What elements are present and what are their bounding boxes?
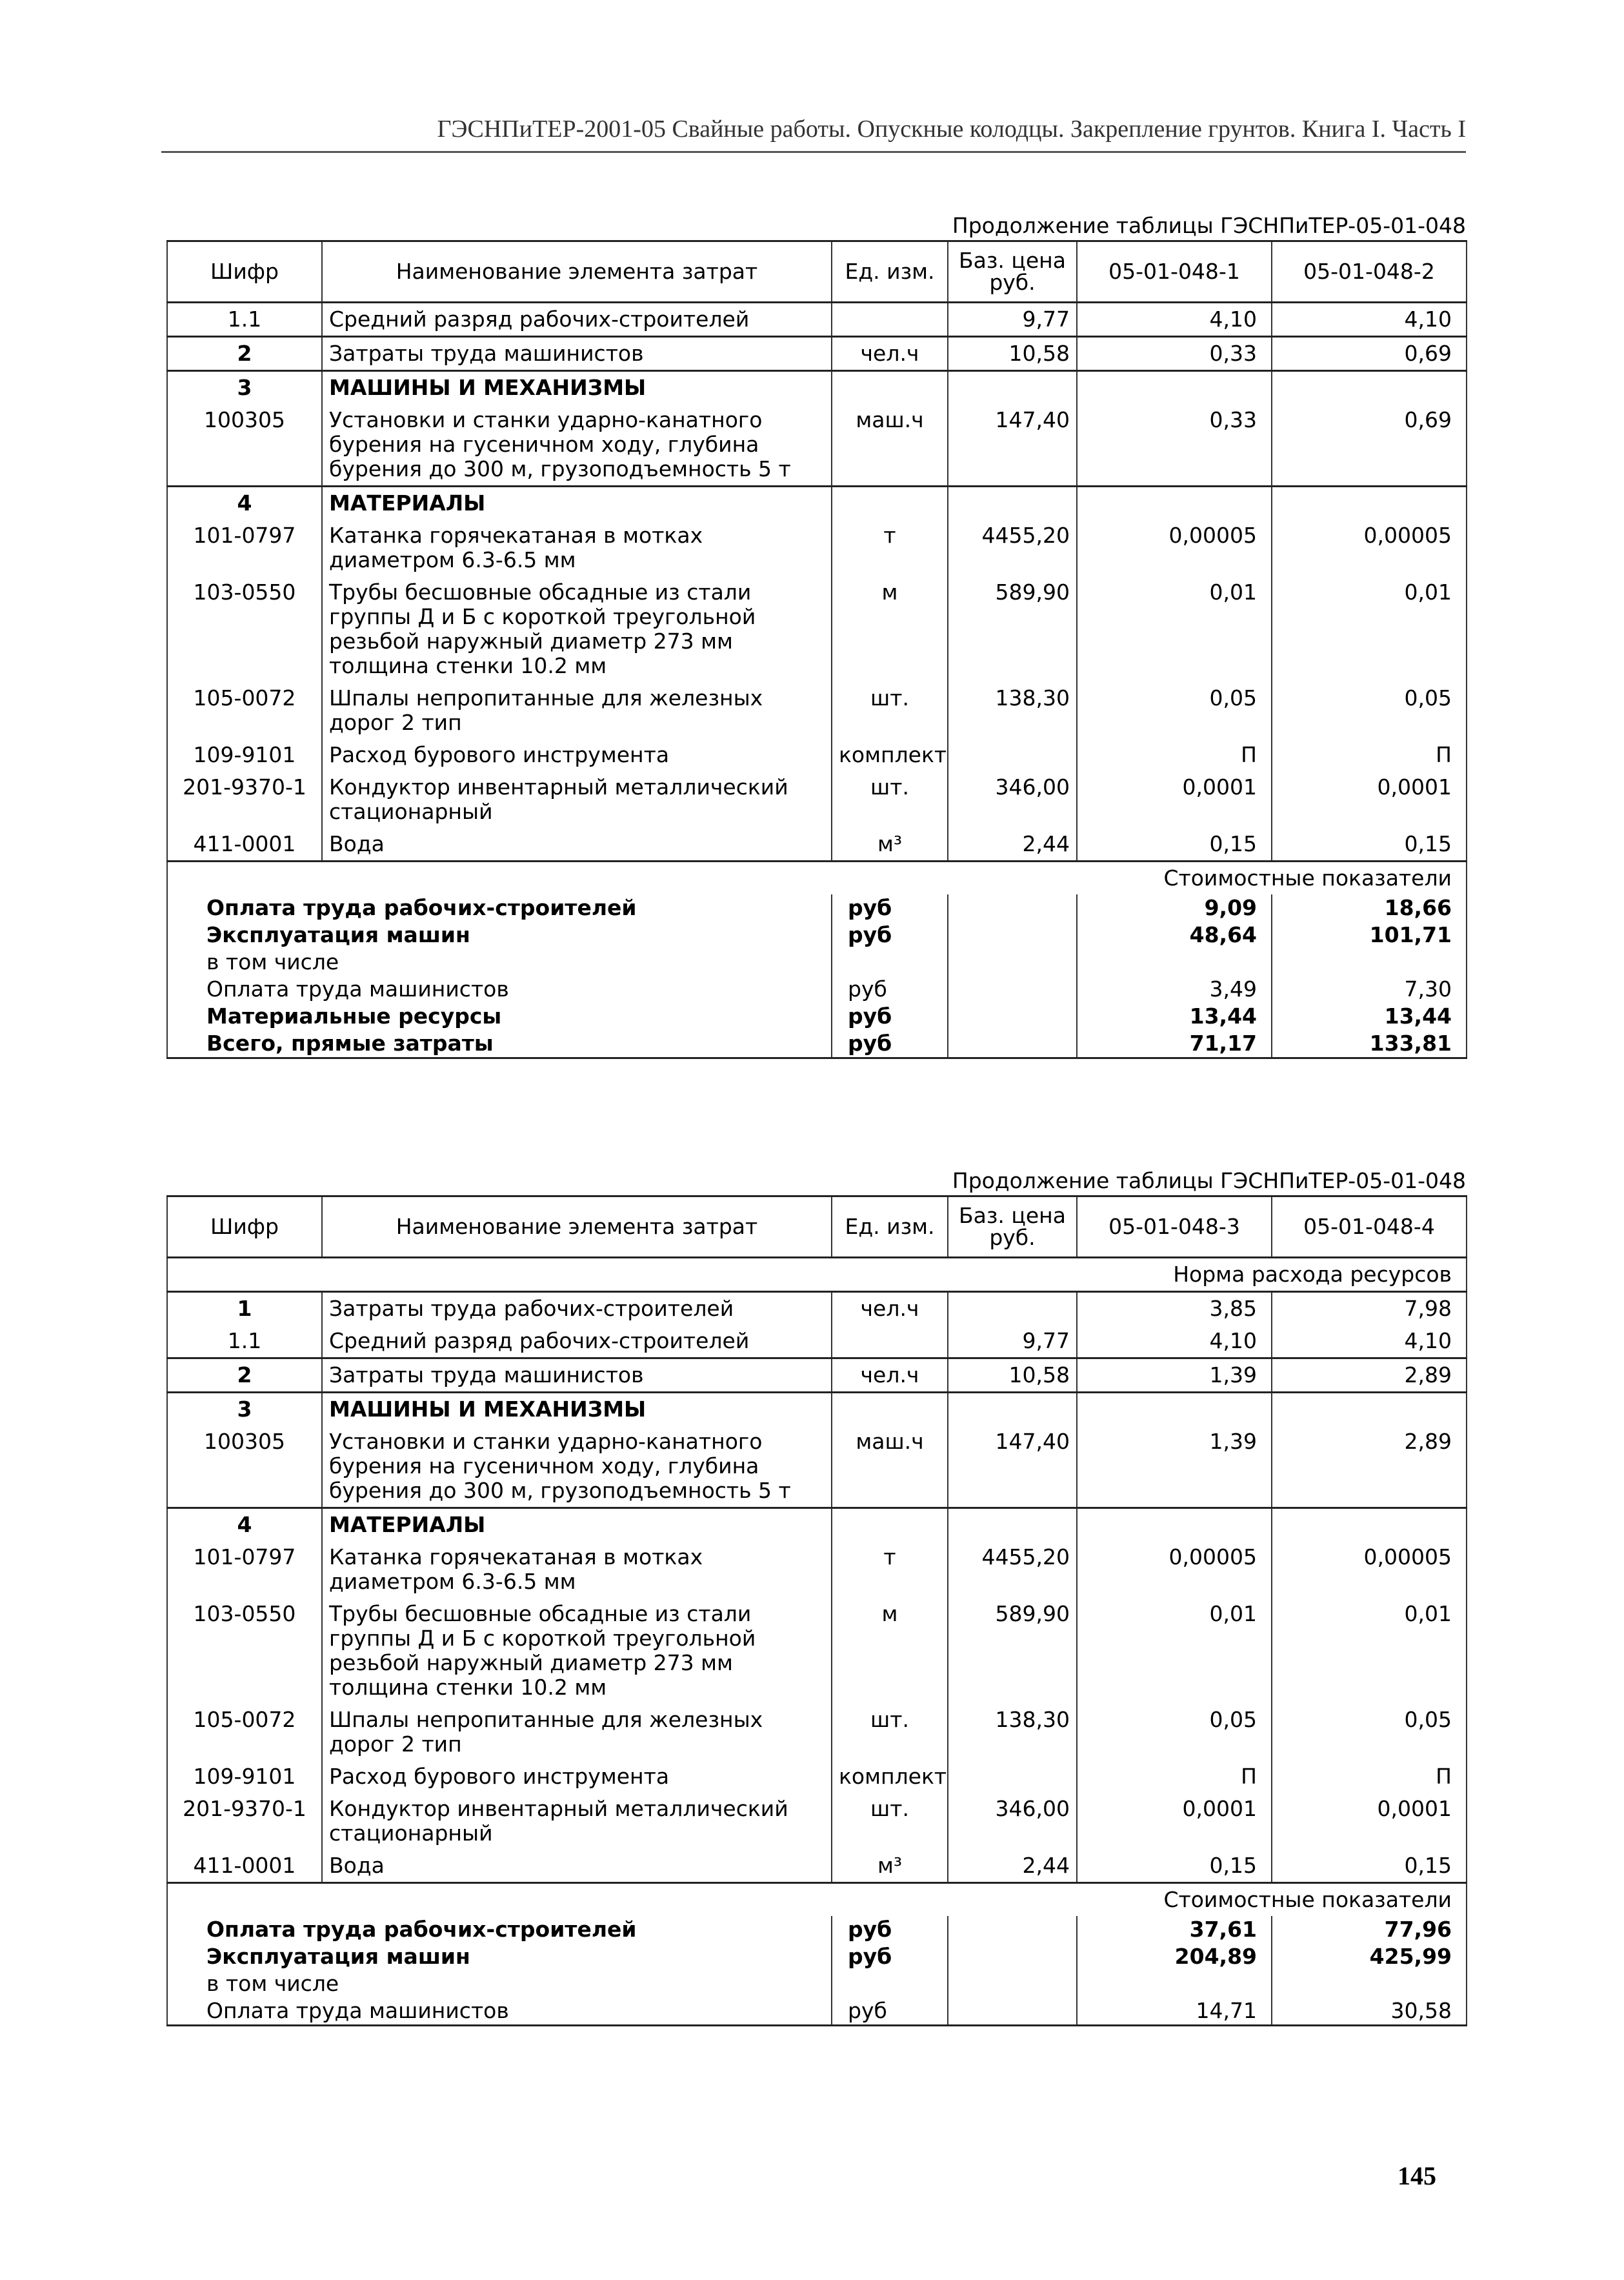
row-value-1: 0,05 (1077, 682, 1272, 739)
row-code: 109-9101 (167, 1760, 322, 1793)
summary-row (167, 949, 1467, 976)
row-code: 103-0550 (167, 576, 322, 682)
summary-value-2: 30,58 (1272, 1997, 1467, 2026)
row-base-price: 147,40 (948, 404, 1077, 487)
summary-price-empty (948, 922, 1077, 949)
row-name: Средний разряд рабочих-строителей (322, 303, 832, 337)
table-row (167, 1704, 1467, 1760)
col-header-code: Шифр (167, 1196, 322, 1258)
row-unit: комплект (832, 739, 948, 771)
row-unit: м³ (832, 828, 948, 862)
table-row (167, 1541, 1467, 1598)
row-base-price: 2,44 (948, 1850, 1077, 1883)
row-base-price: 4455,20 (948, 520, 1077, 576)
resource-table-2 (166, 1195, 1467, 2026)
summary-value-1 (1077, 949, 1272, 976)
table-row (167, 771, 1467, 828)
row-base-price: 4455,20 (948, 1541, 1077, 1598)
row-code: 109-9101 (167, 739, 322, 771)
row-base-price: 2,44 (948, 828, 1077, 862)
row-base-price: 9,77 (948, 303, 1077, 337)
row-base-price: 9,77 (948, 1325, 1077, 1358)
summary-price-empty (948, 1970, 1077, 1997)
row-name: МАШИНЫ И МЕХАНИЗМЫ (322, 371, 832, 405)
row-value-1: 0,05 (1077, 1704, 1272, 1760)
summary-value-1: 71,17 (1077, 1030, 1272, 1058)
summary-row (167, 1916, 1467, 1943)
row-value-2: 0,01 (1272, 1598, 1467, 1704)
summary-value-2: 77,96 (1272, 1916, 1467, 1943)
summary-unit (832, 1970, 948, 1997)
col-header-price-line1: Баз. цена (959, 248, 1066, 273)
row-unit (832, 1393, 948, 1426)
summary-name: в том числе (167, 949, 832, 976)
row-unit: шт. (832, 682, 948, 739)
row-name: Вода (322, 828, 832, 862)
summary-unit: руб (832, 1003, 948, 1030)
col-header-code: Шифр (167, 241, 322, 303)
row-code: 105-0072 (167, 682, 322, 739)
row-unit (832, 1508, 948, 1542)
row-value-2: 2,89 (1272, 1426, 1467, 1508)
summary-value-1: 48,64 (1077, 922, 1272, 949)
row-name: Установки и станки ударно-канатного бурения на гусеничном ходу, глубина бурения до 300 м, грузоподъемность 5 т (322, 404, 832, 487)
row-code: 1 (167, 1292, 322, 1326)
summary-value-1: 37,61 (1077, 1916, 1272, 1943)
row-unit: м (832, 576, 948, 682)
summary-name: Оплата труда машинистов (167, 1997, 832, 2026)
row-unit: чел.ч (832, 1292, 948, 1326)
row-code: 100305 (167, 404, 322, 487)
col-header-price (948, 241, 1077, 303)
col-header-unit: Ед. изм. (832, 1196, 948, 1258)
row-value-2: 7,98 (1272, 1292, 1467, 1326)
table-1-caption: Продолжение таблицы ГЭСНПиТЕР-05-01-048 (952, 213, 1466, 238)
summary-row (167, 1943, 1467, 1970)
table-row (167, 404, 1467, 487)
summary-value-1: 9,09 (1077, 894, 1272, 922)
row-name: Катанка горячекатаная в мотках диаметром 6.3-6.5 мм (322, 1541, 832, 1598)
row-value-2: 0,0001 (1272, 771, 1467, 828)
row-value-2: П (1272, 1760, 1467, 1793)
table-row (167, 1760, 1467, 1793)
summary-price-empty (948, 894, 1077, 922)
row-value-2: 0,00005 (1272, 1541, 1467, 1598)
row-value-2: 0,00005 (1272, 520, 1467, 576)
row-name: Шпалы непропитанные для железных дорог 2 тип (322, 682, 832, 739)
row-base-price: 10,58 (948, 337, 1077, 371)
summary-value-2: 18,66 (1272, 894, 1467, 922)
table-row (167, 1325, 1467, 1358)
row-value-2: П (1272, 739, 1467, 771)
row-unit: маш.ч (832, 404, 948, 487)
row-name: Средний разряд рабочих-строителей (322, 1325, 832, 1358)
row-unit: шт. (832, 1704, 948, 1760)
summary-name: Оплата труда машинистов (167, 976, 832, 1003)
row-base-price (948, 739, 1077, 771)
table-row (167, 1598, 1467, 1704)
summary-unit: руб (832, 1030, 948, 1058)
row-value-1 (1077, 371, 1272, 405)
row-unit (832, 303, 948, 337)
summary-row (167, 1003, 1467, 1030)
row-name: Расход бурового инструмента (322, 1760, 832, 1793)
summary-price-empty (948, 1997, 1077, 2026)
page-header (161, 115, 1466, 154)
row-code: 3 (167, 1393, 322, 1426)
summary-price-empty (948, 1943, 1077, 1970)
page-number: 145 (1398, 2161, 1436, 2190)
row-value-2: 4,10 (1272, 1325, 1467, 1358)
summary-name: Материальные ресурсы (167, 1003, 832, 1030)
table-row (167, 739, 1467, 771)
col-header-variant-2: 05-01-048-4 (1272, 1196, 1467, 1258)
summary-value-1: 13,44 (1077, 1003, 1272, 1030)
row-value-2: 0,15 (1272, 1850, 1467, 1883)
table-row (167, 371, 1467, 405)
row-code: 2 (167, 1358, 322, 1393)
row-code: 2 (167, 337, 322, 371)
cost-band-label: Стоимостные показатели (167, 862, 1467, 895)
row-value-1: 3,85 (1077, 1292, 1272, 1326)
summary-unit: руб (832, 1997, 948, 2026)
summary-value-2: 13,44 (1272, 1003, 1467, 1030)
col-header-price-line1: Баз. цена (959, 1203, 1066, 1228)
col-header-unit: Ед. изм. (832, 241, 948, 303)
row-value-1: 0,15 (1077, 1850, 1272, 1883)
row-code: 201-9370-1 (167, 771, 322, 828)
summary-unit: руб (832, 976, 948, 1003)
norm-band-label: Норма расхода ресурсов (167, 1258, 1467, 1292)
summary-value-2: 133,81 (1272, 1030, 1467, 1058)
row-value-2 (1272, 487, 1467, 520)
summary-name: Эксплуатация машин (167, 1943, 832, 1970)
row-code: 105-0072 (167, 1704, 322, 1760)
summary-unit (832, 949, 948, 976)
row-value-2: 0,01 (1272, 576, 1467, 682)
row-name: МАШИНЫ И МЕХАНИЗМЫ (322, 1393, 832, 1426)
row-value-1: П (1077, 739, 1272, 771)
row-value-1: П (1077, 1760, 1272, 1793)
summary-name: Всего, прямые затраты (167, 1030, 832, 1058)
header-rule (161, 151, 1466, 153)
row-value-1: 0,0001 (1077, 1793, 1272, 1850)
row-value-2 (1272, 1508, 1467, 1542)
row-value-1: 0,15 (1077, 828, 1272, 862)
row-value-2 (1272, 371, 1467, 405)
summary-unit: руб (832, 922, 948, 949)
row-unit: шт. (832, 1793, 948, 1850)
row-unit: комплект (832, 1760, 948, 1793)
row-base-price (948, 371, 1077, 405)
row-value-1: 4,10 (1077, 303, 1272, 337)
row-base-price (948, 1760, 1077, 1793)
row-value-2 (1272, 1393, 1467, 1426)
summary-price-empty (948, 1030, 1077, 1058)
row-unit (832, 487, 948, 520)
summary-price-empty (948, 949, 1077, 976)
summary-value-1 (1077, 1970, 1272, 1997)
row-unit (832, 371, 948, 405)
summary-name: в том числе (167, 1970, 832, 1997)
summary-value-2: 7,30 (1272, 976, 1467, 1003)
row-value-2: 2,89 (1272, 1358, 1467, 1393)
row-base-price: 10,58 (948, 1358, 1077, 1393)
row-code: 411-0001 (167, 828, 322, 862)
row-unit: чел.ч (832, 337, 948, 371)
summary-price-empty (948, 1916, 1077, 1943)
cost-band-label: Стоимостные показатели (167, 1883, 1467, 1917)
row-value-2: 0,69 (1272, 404, 1467, 487)
row-name: Шпалы непропитанные для железных дорог 2 тип (322, 1704, 832, 1760)
row-code: 4 (167, 1508, 322, 1542)
table-row (167, 1850, 1467, 1883)
summary-value-1: 204,89 (1077, 1943, 1272, 1970)
row-base-price: 346,00 (948, 771, 1077, 828)
row-code: 1.1 (167, 303, 322, 337)
table-row (167, 682, 1467, 739)
row-name: Трубы бесшовные обсадные из стали группы Д и Б с короткой треугольной резьбой наружный диаметр 273 мм толщина стенки 10.2 мм (322, 1598, 832, 1704)
summary-value-1: 3,49 (1077, 976, 1272, 1003)
summary-unit: руб (832, 1916, 948, 1943)
table-row (167, 1426, 1467, 1508)
summary-row (167, 1030, 1467, 1058)
col-header-price-line2: руб. (989, 1225, 1036, 1250)
summary-price-empty (948, 976, 1077, 1003)
row-value-2: 0,05 (1272, 682, 1467, 739)
summary-row (167, 1970, 1467, 1997)
summary-value-2: 101,71 (1272, 922, 1467, 949)
row-value-1: 0,00005 (1077, 520, 1272, 576)
row-base-price: 138,30 (948, 1704, 1077, 1760)
row-name: Затраты труда машинистов (322, 337, 832, 371)
row-name: Затраты труда рабочих-строителей (322, 1292, 832, 1326)
summary-value-2: 425,99 (1272, 1943, 1467, 1970)
row-name: МАТЕРИАЛЫ (322, 487, 832, 520)
row-unit: чел.ч (832, 1358, 948, 1393)
summary-row (167, 976, 1467, 1003)
row-value-1 (1077, 487, 1272, 520)
row-value-2: 0,05 (1272, 1704, 1467, 1760)
row-name: Трубы бесшовные обсадные из стали группы Д и Б с короткой треугольной резьбой наружный диаметр 273 мм толщина стенки 10.2 мм (322, 576, 832, 682)
summary-value-2 (1272, 1970, 1467, 1997)
row-unit (832, 1325, 948, 1358)
row-base-price (948, 1393, 1077, 1426)
table-row (167, 487, 1467, 520)
row-base-price (948, 1292, 1077, 1326)
table-row (167, 828, 1467, 862)
row-base-price: 346,00 (948, 1793, 1077, 1850)
row-base-price: 589,90 (948, 576, 1077, 682)
row-unit: шт. (832, 771, 948, 828)
col-header-name: Наименование элемента затрат (322, 1196, 832, 1258)
row-value-1 (1077, 1508, 1272, 1542)
col-header-variant-2: 05-01-048-2 (1272, 241, 1467, 303)
row-code: 100305 (167, 1426, 322, 1508)
row-value-1: 4,10 (1077, 1325, 1272, 1358)
summary-row (167, 894, 1467, 922)
table-row (167, 1393, 1467, 1426)
row-name: Расход бурового инструмента (322, 739, 832, 771)
table-row (167, 576, 1467, 682)
resource-table-1 (166, 240, 1467, 1059)
header-row (167, 1196, 1467, 1258)
table-row (167, 303, 1467, 337)
col-header-price (948, 1196, 1077, 1258)
summary-row (167, 1997, 1467, 2026)
cost-band-row (167, 862, 1467, 895)
row-code: 4 (167, 487, 322, 520)
summary-unit: руб (832, 894, 948, 922)
row-base-price (948, 487, 1077, 520)
row-name: Кондуктор инвентарный металлический стационарный (322, 1793, 832, 1850)
row-value-1 (1077, 1393, 1272, 1426)
summary-name: Оплата труда рабочих-строителей (167, 1916, 832, 1943)
row-value-1: 0,01 (1077, 576, 1272, 682)
row-code: 3 (167, 371, 322, 405)
row-name: Установки и станки ударно-канатного бурения на гусеничном ходу, глубина бурения до 300 м, грузоподъемность 5 т (322, 1426, 832, 1508)
cost-band-row (167, 1883, 1467, 1917)
header-row (167, 241, 1467, 303)
row-value-1: 0,33 (1077, 404, 1272, 487)
table-2-caption: Продолжение таблицы ГЭСНПиТЕР-05-01-048 (952, 1168, 1466, 1193)
row-base-price: 589,90 (948, 1598, 1077, 1704)
row-base-price: 147,40 (948, 1426, 1077, 1508)
col-header-variant-1: 05-01-048-1 (1077, 241, 1272, 303)
norm-band-row (167, 1258, 1467, 1292)
row-unit: м (832, 1598, 948, 1704)
row-unit: маш.ч (832, 1426, 948, 1508)
summary-value-2 (1272, 949, 1467, 976)
row-code: 201-9370-1 (167, 1793, 322, 1850)
row-code: 103-0550 (167, 1598, 322, 1704)
table-row (167, 1508, 1467, 1542)
row-value-1: 1,39 (1077, 1426, 1272, 1508)
summary-name: Эксплуатация машин (167, 922, 832, 949)
row-base-price (948, 1508, 1077, 1542)
col-header-variant-1: 05-01-048-3 (1077, 1196, 1272, 1258)
row-code: 411-0001 (167, 1850, 322, 1883)
col-header-price-line2: руб. (989, 270, 1036, 295)
row-name: Вода (322, 1850, 832, 1883)
summary-price-empty (948, 1003, 1077, 1030)
row-code: 101-0797 (167, 1541, 322, 1598)
row-unit: т (832, 1541, 948, 1598)
row-value-1: 0,00005 (1077, 1541, 1272, 1598)
summary-unit: руб (832, 1943, 948, 1970)
table-row (167, 520, 1467, 576)
summary-value-1: 14,71 (1077, 1997, 1272, 2026)
row-unit: м³ (832, 1850, 948, 1883)
table-row (167, 1292, 1467, 1326)
row-name: МАТЕРИАЛЫ (322, 1508, 832, 1542)
row-code: 1.1 (167, 1325, 322, 1358)
col-header-name: Наименование элемента затрат (322, 241, 832, 303)
row-name: Катанка горячекатаная в мотках диаметром 6.3-6.5 мм (322, 520, 832, 576)
table-row (167, 337, 1467, 371)
summary-row (167, 922, 1467, 949)
row-value-2: 0,15 (1272, 828, 1467, 862)
row-value-1: 0,01 (1077, 1598, 1272, 1704)
row-unit: т (832, 520, 948, 576)
document-title: ГЭСНПиТЕР-2001-05 Свайные работы. Опускные колодцы. Закрепление грунтов. Книга I. Часть I (437, 116, 1466, 143)
table-row (167, 1793, 1467, 1850)
row-value-2: 4,10 (1272, 303, 1467, 337)
summary-name: Оплата труда рабочих-строителей (167, 894, 832, 922)
row-base-price: 138,30 (948, 682, 1077, 739)
row-value-1: 0,0001 (1077, 771, 1272, 828)
table-row (167, 1358, 1467, 1393)
row-code: 101-0797 (167, 520, 322, 576)
row-name: Кондуктор инвентарный металлический стационарный (322, 771, 832, 828)
row-name: Затраты труда машинистов (322, 1358, 832, 1393)
row-value-1: 1,39 (1077, 1358, 1272, 1393)
row-value-1: 0,33 (1077, 337, 1272, 371)
row-value-2: 0,69 (1272, 337, 1467, 371)
row-value-2: 0,0001 (1272, 1793, 1467, 1850)
